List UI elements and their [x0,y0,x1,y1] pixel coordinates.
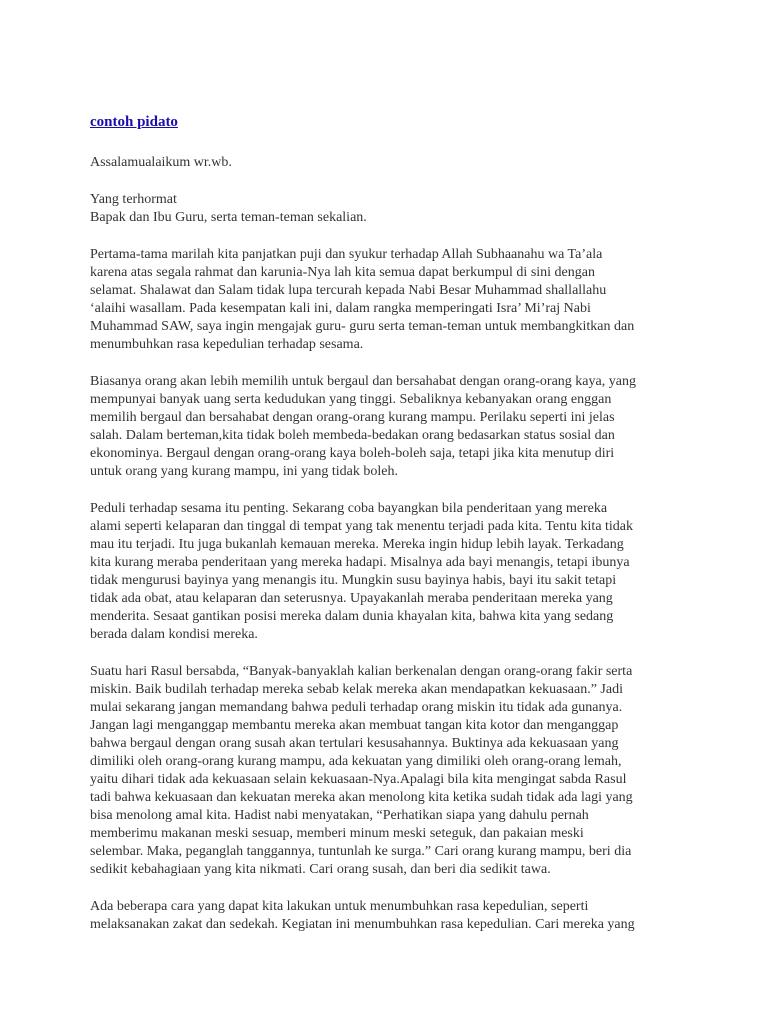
text-line: bahwa bergaul dengan orang susah akan tertulari kesusahannya. Buktinya ada kekuasaan yang [90,736,619,751]
text-line: Peduli terhadap sesama itu penting. Sekarang coba bayangkan bila penderitaan yang mereka [90,501,608,516]
text-line: untuk orang yang kurang mampu, ini yang tidak boleh. [90,464,398,479]
paragraph [90,246,682,354]
text-line: kita kurang meraba penderitaan yang mereka hadapi. Misalnya ada bayi menangis, tetapi ibunya [90,555,630,570]
text-line: alami seperti kelaparan dan tinggal di tempat yang tak menentu terjadi pada kita. Tentu kita tidak [90,519,634,534]
text-line: melaksanakan zakat dan sedekah. Kegiatan ini menumbuhkan rasa kepedulian. Cari mereka yang [90,917,635,932]
text-line: salah. Dalam berteman,kita tidak boleh membeda-bedakan orang bedasarkan status sosial dan [90,428,615,443]
text-line: Biasanya orang akan lebih memilih untuk bergaul dan bersahabat dengan orang-orang kaya, yang [90,374,636,389]
text-line: berada dalam kondisi mereka. [90,627,258,642]
text-line: Suatu hari Rasul bersabda, “Banyak-banyaklah kalian berkenalan dengan orang-orang fakir serta [90,664,633,679]
text-line: karena atas segala rahmat dan karunia-Nya lah kita semua dapat berkumpul di sini dengan [90,265,595,280]
text-line: menderita. Sesaat gantikan posisi mereka dalam dunia khayalan kita, bahwa kita yang sedang [90,609,614,624]
text-line: memilih bergaul dan bersahabat dengan orang-orang kurang mampu. Perilaku seperti ini jelas [90,410,615,425]
text-line: tadi bahwa kekuasaan dan kekuatan mereka akan menolong kita ketika sudah tidak ada lagi yang [90,790,633,805]
paragraph [90,663,682,879]
paragraph [90,191,682,227]
text-line: bisa menolong amal kita. Hadist nabi menyatakan, “Perhatikan siapa yang dahulu pernah [90,808,589,823]
text-line: tidak ada obat, atau kelaparan dan seterusnya. Upayakanlah meraba penderitaan mereka yang [90,591,613,606]
text-line: tidak mengurusi bayinya yang menangis itu. Mungkin susu bayinya habis, bayi itu sakit tetapi [90,573,617,588]
text-line: Assalamualaikum wr.wb. [90,155,232,170]
paragraph [90,500,682,644]
text-line: Muhammad SAW, saya ingin mengajak guru- guru serta teman-teman untuk membangkitkan dan [90,319,635,334]
text-line: menumbuhkan rasa kepedulian terhadap sesama. [90,337,364,352]
text-line: Bapak dan Ibu Guru, serta teman-teman sekalian. [90,210,367,225]
text-line: Ada beberapa cara yang dapat kita lakukan untuk menumbuhkan rasa kepedulian, seperti [90,899,589,914]
text-line: mulai sekarang jangan memandang bahwa peduli terhadap orang miskin itu tidak ada gunanya. [90,700,623,715]
text-line: sedikit kebahagiaan yang kita nikmati. Cari orang susah, dan beri dia sedikit tawa. [90,862,551,877]
text-line: yaitu dihari tidak ada kekuasaan selain kekuasaan-Nya.Apalagi bila kita mengingat sabda Rasul [90,772,627,787]
text-line: mempunyai banyak uang serta kedudukan yang tinggi. Sebaliknya kebanyakan orang enggan [90,392,612,407]
document-body [90,154,682,934]
text-line: mau itu terjadi. Itu juga bukanlah kemauan mereka. Mereka ingin hidup lebih layak. Terkadang [90,537,624,552]
text-line: dimiliki oleh orang-orang kurang mampu, ada kekuatan yang dimiliki oleh orang-orang lemah, [90,754,622,769]
text-line: miskin. Baik budilah terhadap mereka sebab kelak mereka akan mendapatkan kekuasaan.” Jadi [90,682,623,697]
text-line: selembar. Maka, peganglah tanggannya, tuntunlah ke surga.” Cari orang kurang mampu, beri dia [90,844,632,859]
text-line: ekonominya. Bergaul dengan orang-orang kaya boleh-boleh saja, tetapi jika kita menutup diri [90,446,615,461]
text-line: Jangan lagi menganggap membantu mereka akan membuat tangan kita kotor dan menganggap [90,718,619,733]
paragraph [90,373,682,481]
text-line: Yang terhormat [90,192,177,207]
text-line: Pertama-tama marilah kita panjatkan puji dan syukur terhadap Allah Subhaanahu wa Ta’ala [90,247,603,262]
paragraph [90,898,682,934]
paragraph [90,154,682,172]
text-line: memberimu makanan meski sesuap, memberi minum meski seteguk, dan pakaian meski [90,826,584,841]
text-line: selamat. Shalawat dan Salam tidak lupa tercurah kepada Nabi Besar Muhammad shallallahu [90,283,607,298]
text-line: ‘alaihi wasallam. Pada kesempatan kali ini, dalam rangka memperingati Isra’ Mi’raj Nabi [90,301,591,316]
title-link[interactable]: contoh pidato [90,114,178,130]
